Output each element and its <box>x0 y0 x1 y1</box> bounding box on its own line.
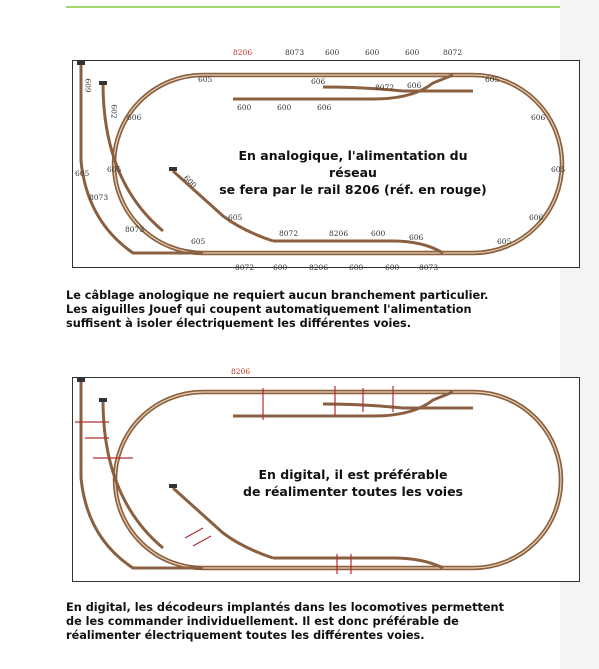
label-8206: 8206 <box>329 229 349 238</box>
label-605: 605 <box>485 75 500 84</box>
label-605: 605 <box>497 237 512 246</box>
label-8206: 8206 <box>309 263 329 272</box>
label-605: 605 <box>551 165 566 174</box>
label-8072: 8072 <box>443 48 463 57</box>
label-600: 600 <box>371 229 386 238</box>
label-605: 605 <box>107 165 122 174</box>
label-609: 609 <box>83 78 93 93</box>
label-605: 605 <box>191 237 206 246</box>
label-606: 606 <box>407 81 422 90</box>
label-8073: 8073 <box>285 48 305 57</box>
label-8206-feed: 8206 <box>231 367 251 376</box>
label-600: 600 <box>277 103 292 112</box>
label-8073: 8073 <box>125 225 145 234</box>
label-600: 600 <box>325 48 340 57</box>
label-600: 600 <box>349 263 364 272</box>
label-600: 600 <box>385 263 400 272</box>
label-8072: 8072 <box>375 83 395 92</box>
label-606: 606 <box>531 113 546 122</box>
top-divider <box>66 0 574 8</box>
label-605: 605 <box>75 169 90 178</box>
label-8072: 8072 <box>235 263 255 272</box>
label-600: 600 <box>405 48 420 57</box>
label-8073: 8073 <box>89 193 109 202</box>
label-602: 602 <box>109 104 119 119</box>
label-600: 600 <box>273 263 288 272</box>
label-8206-feed: 8206 <box>233 48 253 57</box>
label-600: 600 <box>365 48 380 57</box>
digital-note: En digital, il est préférable de réalimenter toutes les voies <box>243 467 463 499</box>
label-606: 606 <box>317 103 332 112</box>
label-600: 600 <box>237 103 252 112</box>
label-606: 606 <box>127 113 142 122</box>
label-605: 605 <box>228 213 243 222</box>
analog-layout-diagram <box>72 48 580 272</box>
digital-layout-diagram <box>72 367 580 582</box>
label-606: 606 <box>529 213 544 222</box>
analog-caption: Le câblage anologique ne requiert aucun branchement particulier. Les aiguilles Jouef qui coupent automatiquement l'alimentation suffisent à isoler électriquement les différentes voies. <box>66 289 489 330</box>
digital-caption: En digital, les décodeurs implantés dans les locomotives permettent de les commander individuellement. Il est donc préférable de réalimenter électriquement toutes les différentes voies. <box>66 601 504 642</box>
analog-note: En analogique, l'alimentation du réseau se fera par le rail 8206 (réf. en rouge) <box>219 148 487 197</box>
label-8072: 8072 <box>279 229 299 238</box>
label-606: 606 <box>409 233 424 242</box>
label-605: 605 <box>198 75 213 84</box>
label-8073: 8073 <box>419 263 439 272</box>
label-606: 606 <box>311 77 326 86</box>
label-600: 600 <box>181 173 199 190</box>
